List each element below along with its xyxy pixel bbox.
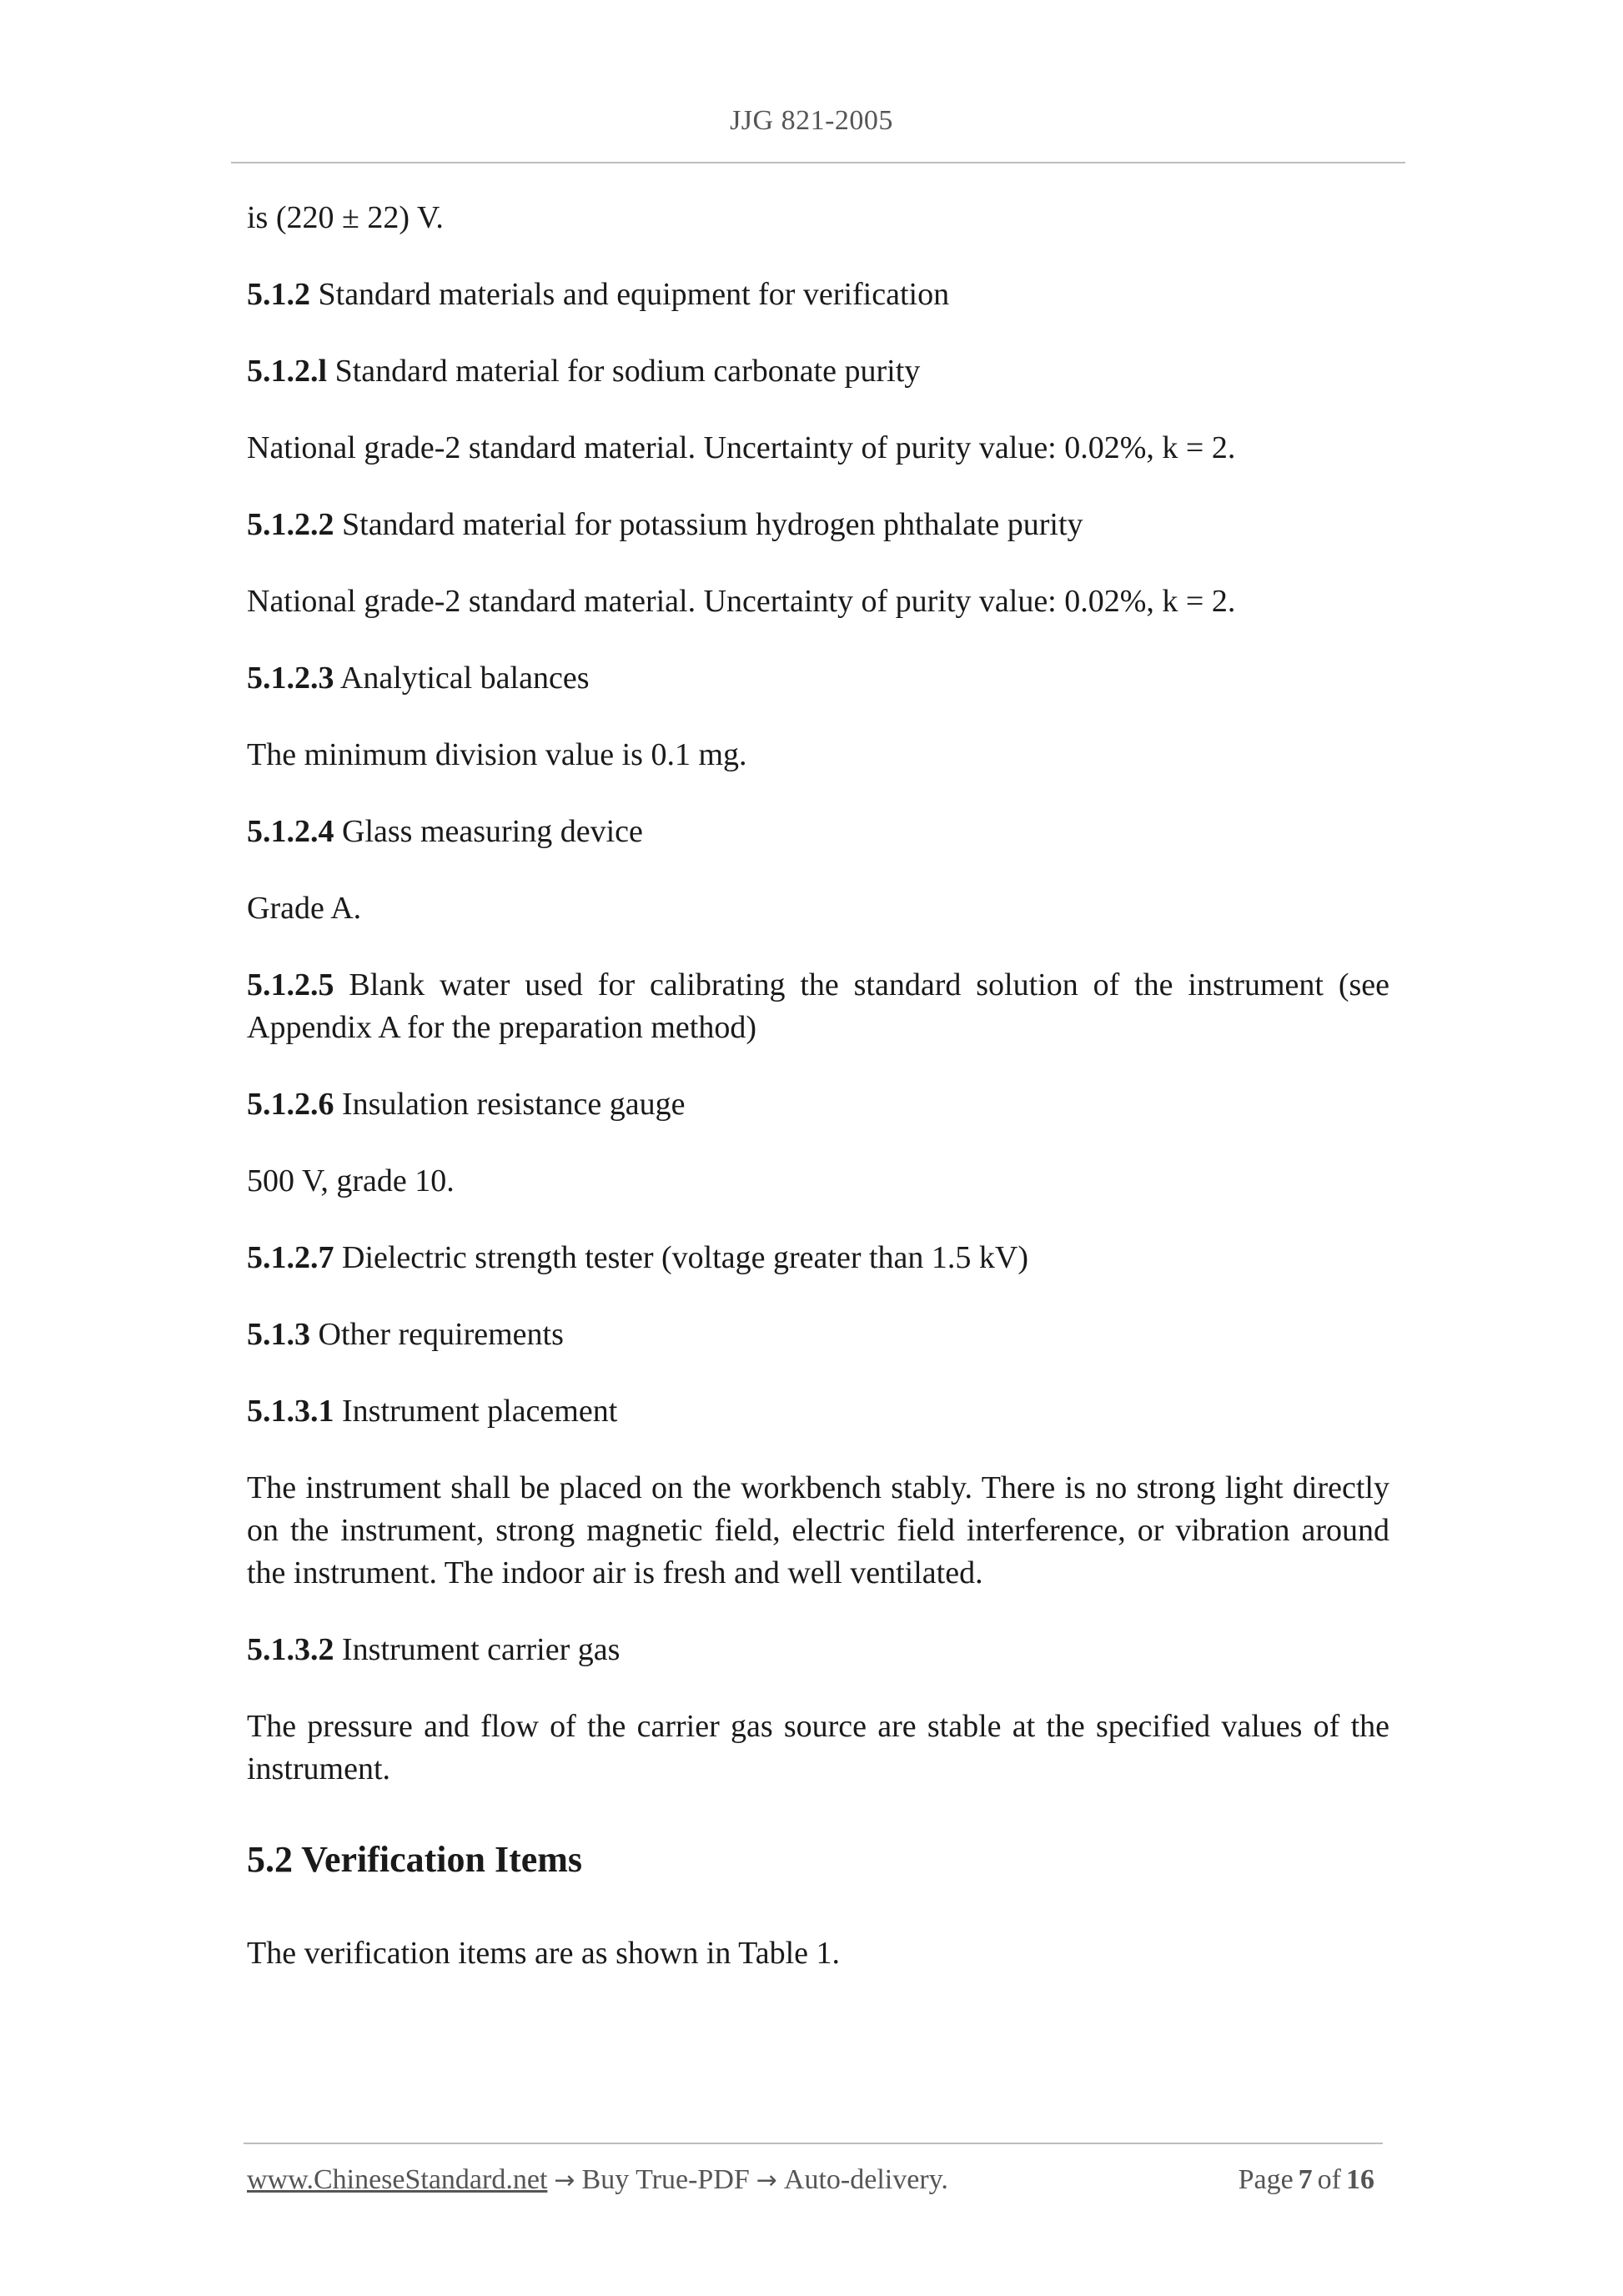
clause-title: Standard material for sodium carbonate purity [327,354,921,389]
paragraph-carrier-gas: The pressure and flow of the carrier gas source are stable at the specified values of the instrument. [247,1709,1389,1786]
clause-5-1-2-7 [247,1237,1389,1279]
arrow-right-icon: → [554,2166,575,2195]
clause-title: Blank water used for calibrating the standard solution of the instrument (see Appendix A for the preparation method) [247,967,1389,1045]
clause-5-1-3-2 [247,1629,1389,1671]
clause-5-1-3 [247,1314,1389,1356]
clause-5-1-2-5 [247,964,1389,1049]
paragraph-grade: Grade A. [247,891,362,926]
header-divider [231,162,1405,163]
clause-5-1-2 [247,274,1389,316]
paragraph-balance: The minimum division value is 0.1 mg. [247,737,747,772]
clause-number: 5.1.2.2 [247,507,334,542]
footer-promo [247,2162,948,2199]
clause-title: Dielectric strength tester (voltage greater than 1.5 kV) [334,1240,1028,1275]
clause-5-1-2-4 [247,811,1389,853]
clause-title: Instrument placement [334,1394,618,1429]
paragraph-sodium-carbonate: National grade-2 standard material. Uncertainty of purity value: 0.02%, k = 2. [247,430,1236,465]
clause-title: Other requirements [310,1317,564,1352]
paragraph-verification-items: The verification items are as shown in Table 1. [247,1936,841,1971]
clause-number: 5.1.2 [247,277,310,312]
of-label: of [1317,2164,1341,2195]
clause-title: Analytical balances [334,661,590,696]
buy-pdf-text: Buy True-PDF [581,2164,750,2195]
clause-title: Standard material for potassium hydrogen phthalate purity [334,507,1083,542]
clause-number: 5.1.2.7 [247,1240,334,1275]
auto-delivery-text: Auto-delivery. [783,2164,948,2195]
clause-5-1-2-1 [247,350,1389,393]
section-heading: 5.2 Verification Items [247,1839,583,1880]
clause-number: 5.1.3.1 [247,1394,334,1429]
arrow-right-icon: → [756,2166,777,2195]
clause-number: 5.1.2.4 [247,814,334,849]
clause-title: Glass measuring device [334,814,643,849]
paragraph-placement: The instrument shall be placed on the workbench stably. There is no strong light directly on the instrument, strong magnetic field, electric field interference, or vibration around the instrument. The indoor air is fresh and well ventilated. [247,1470,1389,1590]
clause-title: Instrument carrier gas [334,1632,621,1667]
clause-number: 5.1.2.3 [247,661,334,696]
page-label: Page [1238,2164,1294,2195]
footer-divider [244,2143,1383,2144]
total-pages: 16 [1346,2164,1374,2195]
clause-title: Insulation resistance gauge [334,1087,686,1122]
clause-5-1-2-6 [247,1083,1389,1126]
clause-5-1-2-3 [247,657,1389,700]
clause-title: Standard materials and equipment for verification [310,277,950,312]
page-body [247,197,1389,2009]
clause-number: 5.1.3 [247,1317,310,1352]
clause-5-1-3-1 [247,1390,1389,1433]
paragraph-voltage: is (220 ± 22) V. [247,200,444,235]
clause-number: 5.1.2.l [247,354,328,389]
page-number [1239,2162,1379,2198]
paragraph-phthalate: National grade-2 standard material. Uncertainty of purity value: 0.02%, k = 2. [247,584,1236,619]
running-header: JJG 821-2005 [730,105,893,136]
clause-number: 5.1.2.6 [247,1087,334,1122]
site-link[interactable]: www.ChineseStandard.net [247,2164,548,2195]
clause-number: 5.1.2.5 [247,967,334,1002]
clause-number: 5.1.3.2 [247,1632,334,1667]
paragraph-insulation: 500 V, grade 10. [247,1163,455,1198]
clause-5-1-2-2 [247,504,1389,546]
current-page: 7 [1298,2164,1313,2195]
